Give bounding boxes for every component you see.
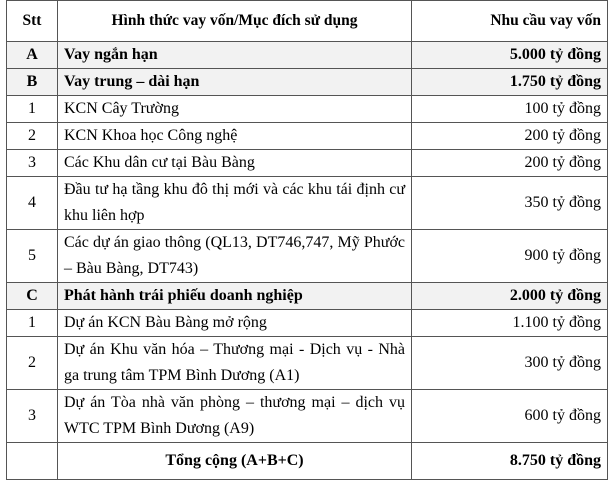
row-desc: Đầu tư hạ tầng khu đô thị mới và các khu tái định cư khu liên hợp (58, 177, 412, 230)
row-desc: Vay ngắn hạn (58, 42, 412, 69)
row-amount: 1.100 tỷ đồng (412, 310, 608, 337)
table-row (7, 96, 608, 123)
row-desc: Vay trung – dài hạn (58, 69, 412, 96)
total-label: Tổng cộng (A+B+C) (58, 443, 412, 480)
row-desc: Các dự án giao thông (QL13, DT746,747, Mỹ Phước – Bàu Bàng, DT743) (58, 230, 412, 283)
table-row (7, 230, 608, 283)
row-amount: 300 tỷ đồng (412, 337, 608, 390)
row-desc: KCN Khoa học Công nghệ (58, 123, 412, 150)
row-stt: 1 (7, 96, 58, 123)
row-stt: 1 (7, 310, 58, 337)
row-stt: 5 (7, 230, 58, 283)
row-desc: KCN Cây Trường (58, 96, 412, 123)
header-purpose: Hình thức vay vốn/Mục đích sử dụng (58, 1, 412, 42)
table-row (7, 390, 608, 443)
row-amount: 200 tỷ đồng (412, 123, 608, 150)
table-row (7, 150, 608, 177)
row-amount: 2.000 tỷ đồng (412, 283, 608, 310)
row-desc: Dự án Khu văn hóa – Thương mại - Dịch vụ - Nhà ga trung tâm TPM Bình Dương (A1) (58, 337, 412, 390)
row-stt: 3 (7, 150, 58, 177)
row-stt: 4 (7, 177, 58, 230)
table-row (7, 337, 608, 390)
header-stt: Stt (7, 1, 58, 42)
section-row-a (7, 42, 608, 69)
row-amount: 900 tỷ đồng (412, 230, 608, 283)
row-stt: B (7, 69, 58, 96)
row-desc: Dự án KCN Bàu Bàng mở rộng (58, 310, 412, 337)
table-row (7, 177, 608, 230)
table-header-row (7, 1, 608, 42)
row-amount: 600 tỷ đồng (412, 390, 608, 443)
row-amount: 1.750 tỷ đồng (412, 69, 608, 96)
row-stt: 2 (7, 123, 58, 150)
row-amount: 5.000 tỷ đồng (412, 42, 608, 69)
total-amount: 8.750 tỷ đồng (412, 443, 608, 480)
row-stt: A (7, 42, 58, 69)
loan-demand-table (6, 0, 608, 480)
row-stt: 2 (7, 337, 58, 390)
row-desc: Các Khu dân cư tại Bàu Bàng (58, 150, 412, 177)
row-stt: C (7, 283, 58, 310)
row-desc: Dự án Tòa nhà văn phòng – thương mại – dịch vụ WTC TPM Bình Dương (A9) (58, 390, 412, 443)
table-row (7, 123, 608, 150)
total-stt-empty (7, 443, 58, 480)
row-amount: 200 tỷ đồng (412, 150, 608, 177)
table-row (7, 310, 608, 337)
section-row-b (7, 69, 608, 96)
row-amount: 100 tỷ đồng (412, 96, 608, 123)
header-demand: Nhu cầu vay vốn (412, 1, 608, 42)
row-desc: Phát hành trái phiếu doanh nghiệp (58, 283, 412, 310)
total-row (7, 443, 608, 480)
row-stt: 3 (7, 390, 58, 443)
section-row-c (7, 283, 608, 310)
row-amount: 350 tỷ đồng (412, 177, 608, 230)
